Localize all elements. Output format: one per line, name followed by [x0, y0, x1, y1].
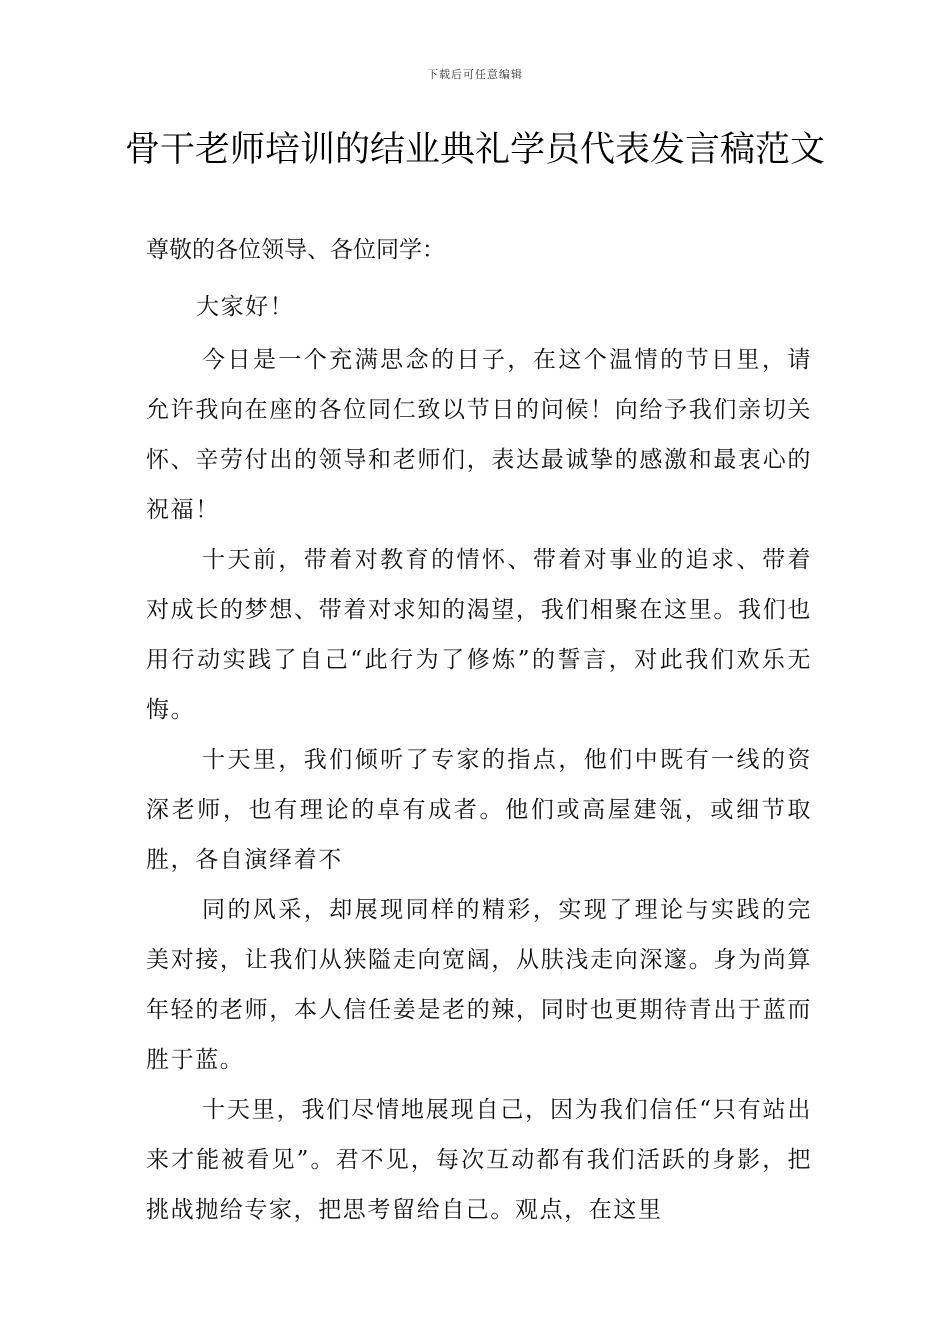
- paragraph: 今日是一个充满思念的日子，在这个温情的节日里，请允许我向在座的各位同仁致以节日的问候！向给予我们亲切关怀、辛劳付出的领导和老师们，表达最诚挚的感激和最衷心的祝福！: [146, 347, 812, 523]
- paragraph-greeting: 大家好！: [196, 294, 295, 320]
- document-body: [146, 282, 812, 1235]
- paragraph: 十天前，带着对教育的情怀、带着对事业的追求、带着对成长的梦想、带着对求知的渴望，我们相聚在这里。我们也用行动实践了自己“此行为了修炼”的誓言，对此我们欢乐无悔。: [146, 547, 812, 723]
- document-title: 骨干老师培训的结业典礼学员代表发言稿范文: [124, 130, 825, 170]
- paragraph: 同的风采，却展现同样的精彩，实现了理论与实践的完美对接，让我们从狭隘走向宽阔，从肤浅走向深邃。身为尚算年轻的老师，本人信任姜是老的辣，同时也更期待青出于蓝而胜于蓝。: [146, 897, 812, 1073]
- paragraph: 十天里，我们尽情地展现自己，因为我们信任“只有站出来才能被看见”。君不见，每次互动都有我们活跃的身影，把挑战抛给专家，把思考留给自己。观点，在这里: [146, 1097, 812, 1223]
- paragraph: 十天里，我们倾听了专家的指点，他们中既有一线的资深老师，也有理论的卓有成者。他们或高屋建瓴，或细节取胜，各自演绎着不: [146, 747, 812, 873]
- salutation: 尊敬的各位领导、各位同学：: [146, 237, 445, 263]
- header-note: 下载后可任意编辑: [427, 68, 523, 81]
